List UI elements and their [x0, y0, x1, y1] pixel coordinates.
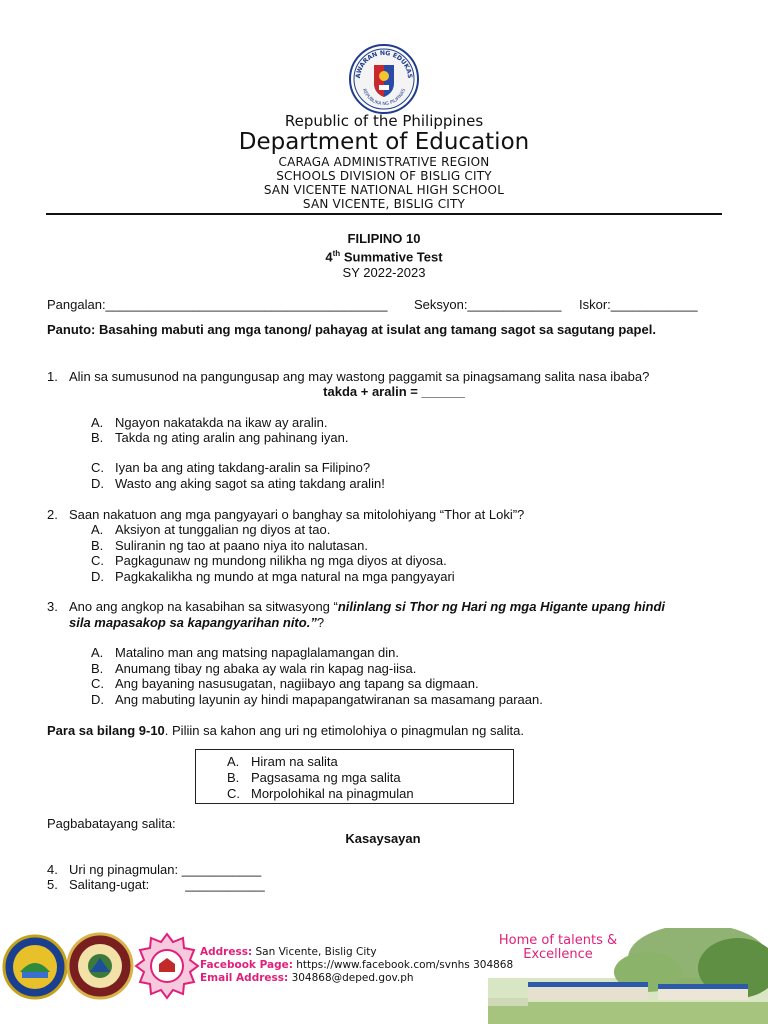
score-field: Iskor:____________	[579, 297, 698, 312]
svg-text:REPUBLIKA NG PILIPINAS: REPUBLIKA NG PILIPINAS	[361, 88, 407, 108]
q1-option-c: C. Iyan ba ang ating takdang-aralin sa Filipino?	[91, 460, 371, 475]
footer-motto: Home of talents & Excellence	[498, 933, 618, 962]
question-1-formula: takda + aralin = ______	[323, 384, 465, 399]
division-logo	[66, 932, 134, 1005]
q1-option-a: A. Ngayon nakatakda na ikaw ay aralin.	[91, 415, 328, 430]
svg-text:KAGAWARAN NG EDUKASYON: AWARAN NG EDUKAS	[354, 49, 414, 79]
footer-address: Address: San Vicente, Bislig City	[200, 946, 377, 958]
q2-option-c: C. Pagkagunaw ng mundong nilikha ng mga diyos at diyosa.	[91, 553, 447, 568]
q3-option-b: B. Anumang tibay ng abaka ay wala rin kapag nag-iisa.	[91, 661, 417, 676]
header-republic: Republic of the Philippines	[284, 112, 484, 130]
section-instructions: Para sa bilang 9-10. Piliin sa kahon ang uri ng etimolohiya o pinagmulan ng salita.	[47, 723, 524, 738]
test-title: 4th Summative Test	[325, 249, 443, 265]
question-3-cont: sila mapasakop sa kapangyarihan nito.”?	[69, 615, 325, 630]
q1-option-b: B. Takda ng ating aralin ang pahinang iyan.	[91, 430, 349, 445]
instructions: Panuto: Basahing mabuti ang mga tanong/ pahayag at isulat ang tamang sagot sa sagutang papel.	[47, 322, 656, 337]
item-4: 4. Uri ng pinagmulan: ___________	[47, 862, 262, 877]
basis-label: Pagbabatayang salita:	[47, 816, 176, 831]
box-option-c: C. Morpolohikal na pinagmulan	[227, 786, 414, 801]
deped-seal	[348, 43, 420, 115]
school-logo	[2, 934, 68, 1005]
footer-contact	[200, 946, 513, 985]
subject-title: FILIPINO 10	[347, 231, 421, 246]
header-division: SCHOOLS DIVISION OF BISLIG CITY	[276, 169, 492, 183]
q1-option-d: D. Wasto ang aking sagot sa ating takdang aralin!	[91, 476, 385, 491]
question-3: 3. Ano ang angkop na kasabihan sa sitwasyong “nilinlang si Thor ng Hari ng mga Higante upang hindi	[47, 599, 666, 614]
q3-option-d: D. Ang mabuting layunin ay hindi mapapangatwiranan sa masamang paraan.	[91, 692, 543, 707]
section-field: Seksyon:_____________	[414, 297, 562, 312]
header-department: Department of Education	[238, 129, 530, 155]
q2-option-b: B. Suliranin ng tao at paano niya ito nalutasan.	[91, 538, 368, 553]
footer	[0, 928, 768, 1024]
header-divider	[46, 213, 722, 215]
footer-email: Email Address: 304868@deped.gov.ph	[200, 972, 414, 984]
box-option-a: A. Hiram na salita	[227, 754, 338, 769]
question-2: 2. Saan nakatuon ang mga pangyayari o banghay sa mitolohiyang “Thor at Loki”?	[47, 507, 525, 522]
footer-facebook: Facebook Page: https://www.facebook.com/svnhs 304868	[200, 959, 514, 971]
question-1: 1. Alin sa sumusunod na pangungusap ang may wastong paggamit sa pinagsamang salita nasa ibaba?	[47, 369, 650, 384]
box-option-b: B. Pagsasama ng mga salita	[227, 770, 401, 785]
school-year: SY 2022-2023	[342, 265, 426, 280]
school-photo	[488, 928, 768, 1024]
q2-option-d: D. Pagkakalikha ng mundo at mga natural na mga pangyayari	[91, 569, 455, 584]
q3-option-a: A. Matalino man ang matsing napaglalamangan din.	[91, 645, 400, 660]
svnhs-logo	[134, 932, 200, 1005]
name-field: Pangalan:_______________________________________	[47, 297, 388, 312]
basis-word: Kasaysayan	[345, 831, 421, 846]
header-address: SAN VICENTE, BISLIG CITY	[302, 197, 466, 211]
header-region: CARAGA ADMINISTRATIVE REGION	[278, 155, 490, 169]
item-5: 5. Salitang-ugat: ___________	[47, 877, 265, 892]
header-school: SAN VICENTE NATIONAL HIGH SCHOOL	[263, 183, 505, 197]
q3-option-c: C. Ang bayaning nasusugatan, nagiibayo ang tapang sa digmaan.	[91, 676, 479, 691]
q2-option-a: A. Aksiyon at tunggalian ng diyos at tao.	[91, 522, 331, 537]
